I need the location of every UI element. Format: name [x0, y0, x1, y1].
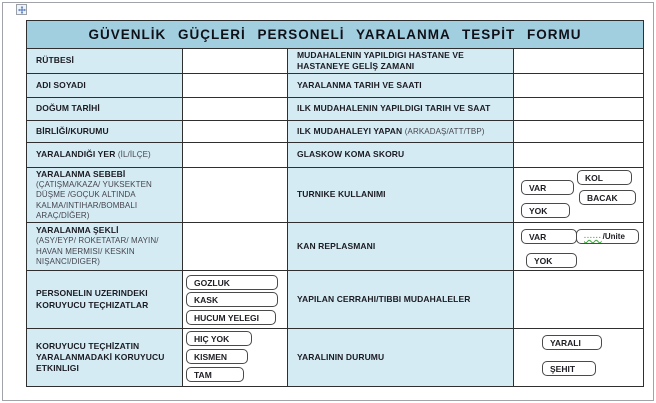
label-text: YARALANMA SEBEBİ: [36, 168, 126, 179]
label-text: GLASKOW KOMA SKORU: [297, 149, 405, 160]
label-text: BİRLİĞİ/KURUMU: [36, 125, 109, 136]
label-text: YARALININ DURUMU: [297, 351, 385, 362]
label-text: KAN REPLASMANI: [297, 240, 376, 251]
label-ilk-mudahaleyi-yapan: [288, 121, 514, 143]
option-kan-yok[interactable]: YOK: [526, 253, 577, 268]
label-text: ILK MUDAHALENIN YAPILDIGI TARIH VE SAAT: [297, 103, 491, 114]
label-note: (ASY/EYP/ ROKETATAR/ MAYIN/ HAVAN MERMISI/ KESKIN NIŞANCI/DIGER): [36, 236, 159, 267]
label-note: (ARKADAŞ/ATT/TBP): [404, 126, 485, 136]
option-kask[interactable]: KASK: [186, 292, 278, 307]
label-kan-replasmani: [288, 223, 514, 271]
label-with-note: [297, 126, 508, 137]
label-dogum-tarihi: [27, 98, 183, 121]
options-kan-replasmani: [514, 223, 643, 271]
label-turnike-kullanimi: [288, 168, 514, 223]
label-yaralanma-tarih-saat: [288, 74, 514, 98]
input-ilk-mudahaleyi-yapan[interactable]: [514, 121, 643, 143]
label-text: TURNIKE KULLANIMI: [297, 189, 386, 200]
option-hucum-yelegi[interactable]: HUCUM YELEGI: [186, 310, 276, 325]
label-text: ADI SOYADI: [36, 79, 86, 90]
label-note: (İL/İLÇE): [117, 150, 151, 160]
label-text: RÜTBESİ: [36, 55, 75, 66]
options-koruyucu-techizatlar: [183, 271, 288, 329]
label-rutbesi: [27, 49, 183, 74]
input-adi-soyadi[interactable]: [183, 74, 288, 98]
option-tam[interactable]: TAM: [186, 367, 244, 382]
unite-dots: ......: [584, 233, 602, 240]
input-yaralanma-sekli[interactable]: [183, 223, 288, 271]
label-adi-soyadi: [27, 74, 183, 98]
option-yarali[interactable]: YARALI: [542, 335, 602, 350]
label-text: ILK MUDAHALEYI YAPAN: [297, 125, 403, 136]
label-ilk-mudahale-tarih-saat: [288, 98, 514, 121]
label-techizat-etkinligi: [27, 329, 183, 386]
label-glaskow-koma-skoru: [288, 143, 514, 168]
option-turnike-yok[interactable]: YOK: [521, 203, 570, 218]
label-text: DOĞUM TARİHİ: [36, 103, 100, 114]
option-kan-unite[interactable]: [576, 229, 639, 244]
cross-arrows-icon: [18, 6, 26, 14]
input-ilk-mudahale-tarih-saat[interactable]: [514, 98, 643, 121]
label-yaralanma-sekli: [27, 223, 183, 271]
label-yaralandigi-yer: [27, 143, 183, 168]
options-turnike: [514, 168, 643, 223]
input-cerrahi-mudahaleler[interactable]: [514, 271, 643, 329]
option-kismen[interactable]: KISMEN: [186, 349, 248, 364]
input-yaralanma-sebebi[interactable]: [183, 168, 288, 223]
unite-label: /Unite: [602, 232, 625, 241]
options-yaralinin-durumu: [514, 329, 643, 386]
option-gozluk[interactable]: GOZLUK: [186, 275, 278, 290]
option-turnike-bacak[interactable]: BACAK: [579, 190, 636, 205]
label-birligi-kurumu: [27, 121, 183, 143]
label-note: (ÇATIŞMA/KAZA/ YUKSEKTEN DÜŞME /GOÇUK ALTINDA KALMA/INTIHAR/BOMBALI ARAÇ/DİĞER): [36, 179, 152, 220]
label-with-note: [36, 149, 177, 160]
input-yaralanma-tarih-saat[interactable]: [514, 74, 643, 98]
label-mudahale-hastane: [288, 49, 514, 74]
label-text: YAPILAN CERRAHI/TIBBI MUDAHALELER: [297, 293, 471, 304]
option-turnike-kol[interactable]: KOL: [577, 170, 632, 185]
label-koruyucu-techizatlar: [27, 271, 183, 329]
input-glaskow-koma-skoru[interactable]: [514, 143, 643, 168]
label-yaralinin-durumu: [288, 329, 514, 386]
label-text: PERSONELIN UZERINDEKI KORUYUCU TEÇHIZATLAR: [36, 288, 149, 310]
form-title: GÜVENLİK GÜÇLERİ PERSONELİ YARALANMA TESPİT FORMU: [27, 21, 643, 49]
options-techizat-etkinligi: [183, 329, 288, 386]
input-dogum-tarihi[interactable]: [183, 98, 288, 121]
injury-report-form-table: [26, 20, 644, 387]
label-text: YARALANMA ŞEKLİ: [36, 225, 119, 236]
table-move-handle-icon[interactable]: [16, 4, 27, 15]
option-sehit[interactable]: ŞEHIT: [542, 361, 596, 376]
option-kan-var[interactable]: VAR: [521, 229, 577, 244]
label-text: KORUYUCU TEÇHİZATIN YARALANMADAKİ KORUYUCU ETKINLIGI: [36, 340, 165, 374]
label-cerrahi-mudahaleler: [288, 271, 514, 329]
label-text: YARALANMA TARIH VE SAATI: [297, 79, 422, 90]
input-rutbesi[interactable]: [183, 49, 288, 74]
input-yaralandigi-yer[interactable]: [183, 143, 288, 168]
input-birligi-kurumu[interactable]: [183, 121, 288, 143]
option-hic-yok[interactable]: HIÇ YOK: [186, 331, 252, 346]
input-mudahale-hastane[interactable]: [514, 49, 643, 74]
option-turnike-var[interactable]: VAR: [521, 180, 574, 195]
label-text: MUDAHALENIN YAPILDIGI HASTANE VE HASTANEYE GELİŞ ZAMANI: [297, 49, 464, 71]
label-yaralanma-sebebi: [27, 168, 183, 223]
label-text: YARALANDIĞI YER: [36, 149, 116, 160]
